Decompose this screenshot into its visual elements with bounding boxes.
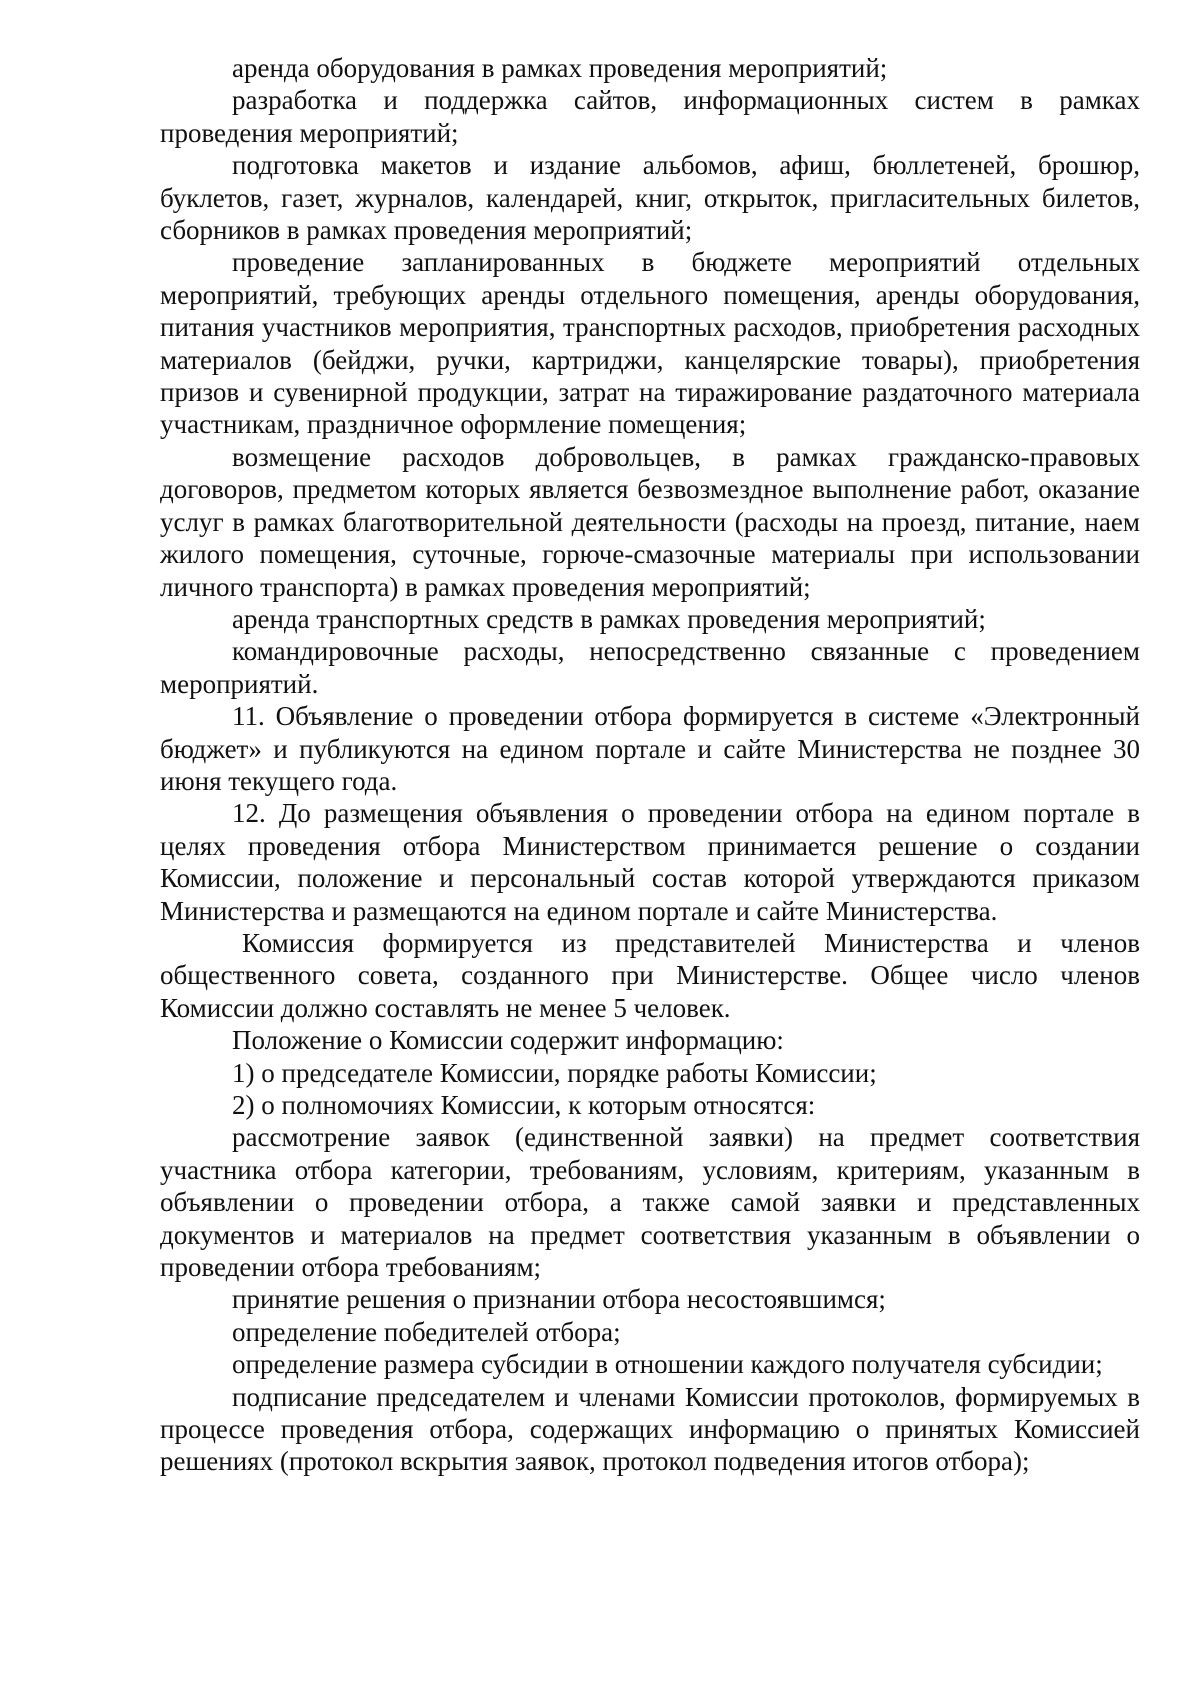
paragraph-printing: подготовка макетов и издание альбомов, афиш, бюллетеней, брошюр, буклетов, газет, журналов, календарей, книг, открыток, пригласительных билетов, сборников в рамках проведения мероприятий; — [160, 150, 1140, 246]
paragraph-review-applications: рассмотрение заявок (единственной заявки) на предмет соответствия участника отбора категории, требованиям, условиям, критериям, указанным в объявлении о проведении отбора, а также самой заявки и представленных документов и материалов на предмет соответствия указанным в объявлении о проведении отбора требованиям; — [160, 1122, 1140, 1283]
paragraph-vehicle-rental: аренда транспортных средств в рамках проведения мероприятий; — [232, 603, 986, 634]
paragraph-equipment-rental: аренда оборудования в рамках проведения мероприятий; — [232, 53, 888, 83]
paragraph-item-12: 12. До размещения объявления о проведении отбора на едином портале в целях проведения отбора Министерством принимается решение о создании Комиссии, положение и персональный состав которой утверждаются приказом Министерства и размещаются на едином портале и сайте Министерства. — [160, 798, 1140, 926]
paragraph-protocol-signing: подписание председателем и членами Комиссии протоколов, формируемых в процессе проведения отбора, содержащих информацию о принятых Комиссией решениях (протокол вскрытия заявок, протокол подведения итогов отбора); — [160, 1381, 1140, 1477]
document-body — [160, 52, 1140, 1478]
paragraph-chairman: 1) о председателе Комиссии, порядке работы Комиссии; — [232, 1057, 877, 1088]
paragraph-failed-selection: принятие решения о признании отбора несостоявшимся; — [232, 1284, 886, 1315]
paragraph-volunteer-expenses: возмещение расходов добровольцев, в рамках гражданско-правовых договоров, предметом которых является безвозмездное выполнение работ, оказание услуг в рамках благотворительной деятельности (расходы на проезд, питание, наем жилого помещения, суточные, горюче-смазочные материалы при использовании личного транспорта) в рамках проведения мероприятий; — [160, 441, 1140, 602]
paragraph-commission-composition: Комиссия формируется из представителей Министерства и членов общественного совета, созданного при Министерстве. Общее число членов Комиссии должно составлять не менее 5 человек. — [160, 927, 1140, 1023]
paragraph-website-development: разработка и поддержка сайтов, информационных систем в рамках проведения мероприятий; — [160, 85, 1140, 148]
paragraph-events-expenses: проведение запланированных в бюджете мероприятий отдельных мероприятий, требующих аренды отдельного помещения, аренды оборудования, питания участников мероприятия, транспортных расходов, приобретения расходных материалов (бейджи, ручки, картриджи, канцелярские товары), приобретения призов и сувенирной продукции, затрат на тиражирование раздаточного материала участникам, праздничное оформление помещения; — [160, 247, 1140, 440]
paragraph-subsidy-amount: определение размера субсидии в отношении каждого получателя субсидии; — [232, 1349, 1103, 1380]
paragraph-travel-expenses: командировочные расходы, непосредственно связанные с проведением мероприятий. — [160, 636, 1140, 699]
paragraph-powers: 2) о полномочиях Комиссии, к которым относятся: — [232, 1090, 816, 1120]
paragraph-item-11: 11. Объявление о проведении отбора формируется в системе «Электронный бюджет» и публикуются на едином портале и сайте Министерства не позднее 30 июня текущего года. — [160, 701, 1140, 796]
paragraph-winners: определение победителей отбора; — [232, 1316, 621, 1347]
paragraph-commission-regulation: Положение о Комиссии содержит информацию: — [232, 1025, 784, 1056]
